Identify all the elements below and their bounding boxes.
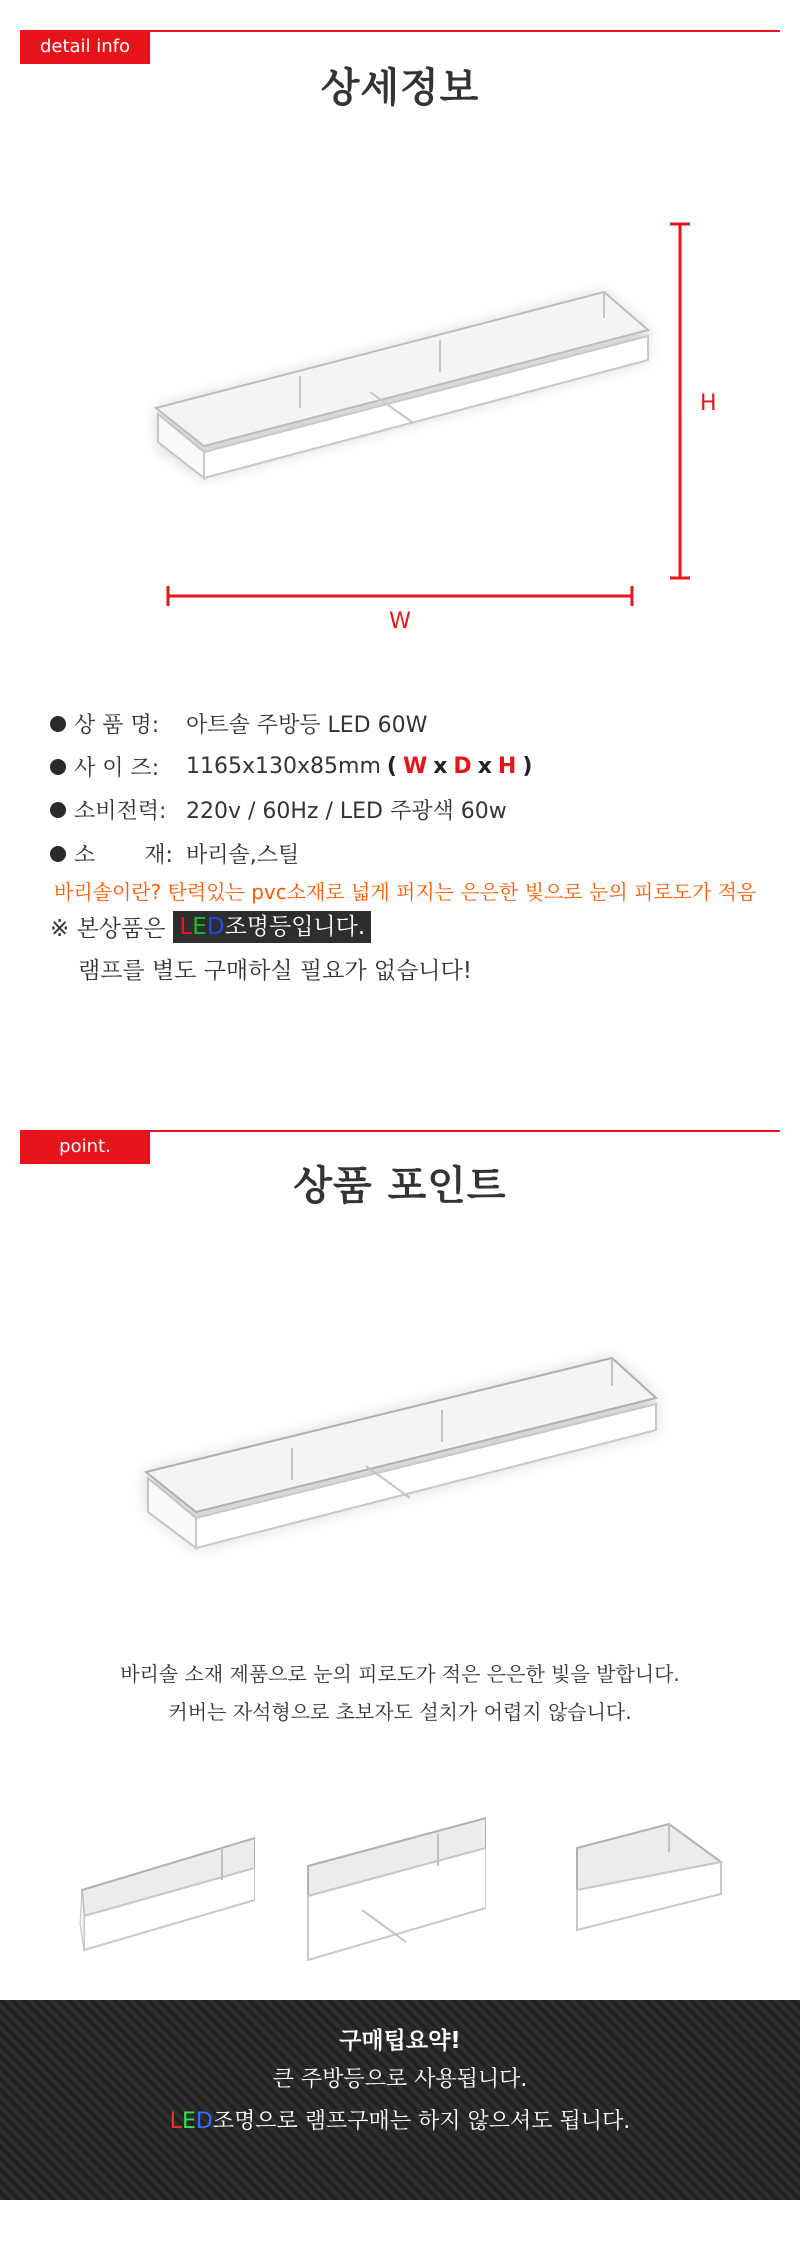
dim-paren: ( xyxy=(386,754,397,779)
spec-label: 소비전력: xyxy=(74,799,167,824)
lamp-notice: 램프를 별도 구매하실 필요가 없습니다! xyxy=(78,958,472,984)
led-letter-d: D xyxy=(206,913,225,940)
spec-label: 상 품 명: xyxy=(74,713,160,738)
led-text: 조명등입니다. xyxy=(224,913,366,940)
section-tag-detail-info: detail info xyxy=(20,30,150,64)
dim-w: W xyxy=(402,754,428,779)
point-description-1: 바리솔 소재 제품으로 눈의 피로도가 적은 은은한 빛을 발합니다. xyxy=(120,1662,680,1686)
material-note: 바리솔이란? 탄력있는 pvc소재로 넓게 퍼지는 은은한 빛으로 눈의 피로도가 적음 xyxy=(54,880,757,904)
led-letter-e: E xyxy=(192,913,207,940)
summary-line-2 xyxy=(0,2104,800,2135)
dim-d: D xyxy=(453,754,472,779)
summary-line-1: 큰 주방등으로 사용됩니다. xyxy=(272,2067,528,2092)
spec-row-size xyxy=(50,751,532,782)
led-letter-e: E xyxy=(181,2109,196,2134)
bullet-icon xyxy=(50,846,66,862)
spec-label: 사 이 즈: xyxy=(74,756,160,781)
point-description-2: 커버는 자석형으로 초보자도 설치가 어렵지 않습니다. xyxy=(168,1700,632,1724)
dim-x: x xyxy=(477,754,492,779)
dim-paren: ) xyxy=(522,754,533,779)
spec-value: 1165x130x85mm xyxy=(186,754,381,779)
summary-line-2-text: 조명으로 램프구매는 하지 않으셔도 됩니다. xyxy=(212,2109,631,2134)
spec-row-material xyxy=(50,838,299,869)
page-title: 상세정보 xyxy=(320,65,480,111)
led-letter-l: L xyxy=(169,2109,182,2134)
bullet-icon xyxy=(50,759,66,775)
spec-value: 220v / 60Hz / LED 주광색 60w xyxy=(186,799,507,824)
product-dimension-drawing xyxy=(0,200,800,650)
height-label: H xyxy=(700,391,717,416)
led-letter-d: D xyxy=(195,2109,213,2134)
spec-row-power xyxy=(50,794,507,825)
bullet-icon xyxy=(50,802,66,818)
led-notice xyxy=(50,910,371,943)
section-tag-point: point. xyxy=(20,1130,150,1164)
dim-h: H xyxy=(497,754,517,779)
summary-title: 구매팁요약! xyxy=(339,2028,461,2054)
product-detail-image-1 xyxy=(70,1820,255,1970)
product-detail-image-2 xyxy=(306,1808,486,1968)
led-letter-l: L xyxy=(179,913,193,940)
purchase-tip-summary xyxy=(0,2000,800,2200)
product-detail-image-3 xyxy=(575,1818,725,1948)
width-label: W xyxy=(389,609,411,634)
section-title-point: 상품 포인트 xyxy=(293,1163,507,1209)
spec-row-product-name xyxy=(50,708,427,739)
led-highlight xyxy=(173,911,371,943)
notice-prefix: ※ 본상품은 xyxy=(50,916,166,942)
spec-value: 바리솔,스틸 xyxy=(186,843,300,868)
spec-label: 소 재: xyxy=(74,843,173,868)
spec-value: 아트솔 주방등 LED 60W xyxy=(186,713,428,738)
product-image-large xyxy=(0,1330,800,1580)
dim-x: x xyxy=(433,754,448,779)
bullet-icon xyxy=(50,716,66,732)
